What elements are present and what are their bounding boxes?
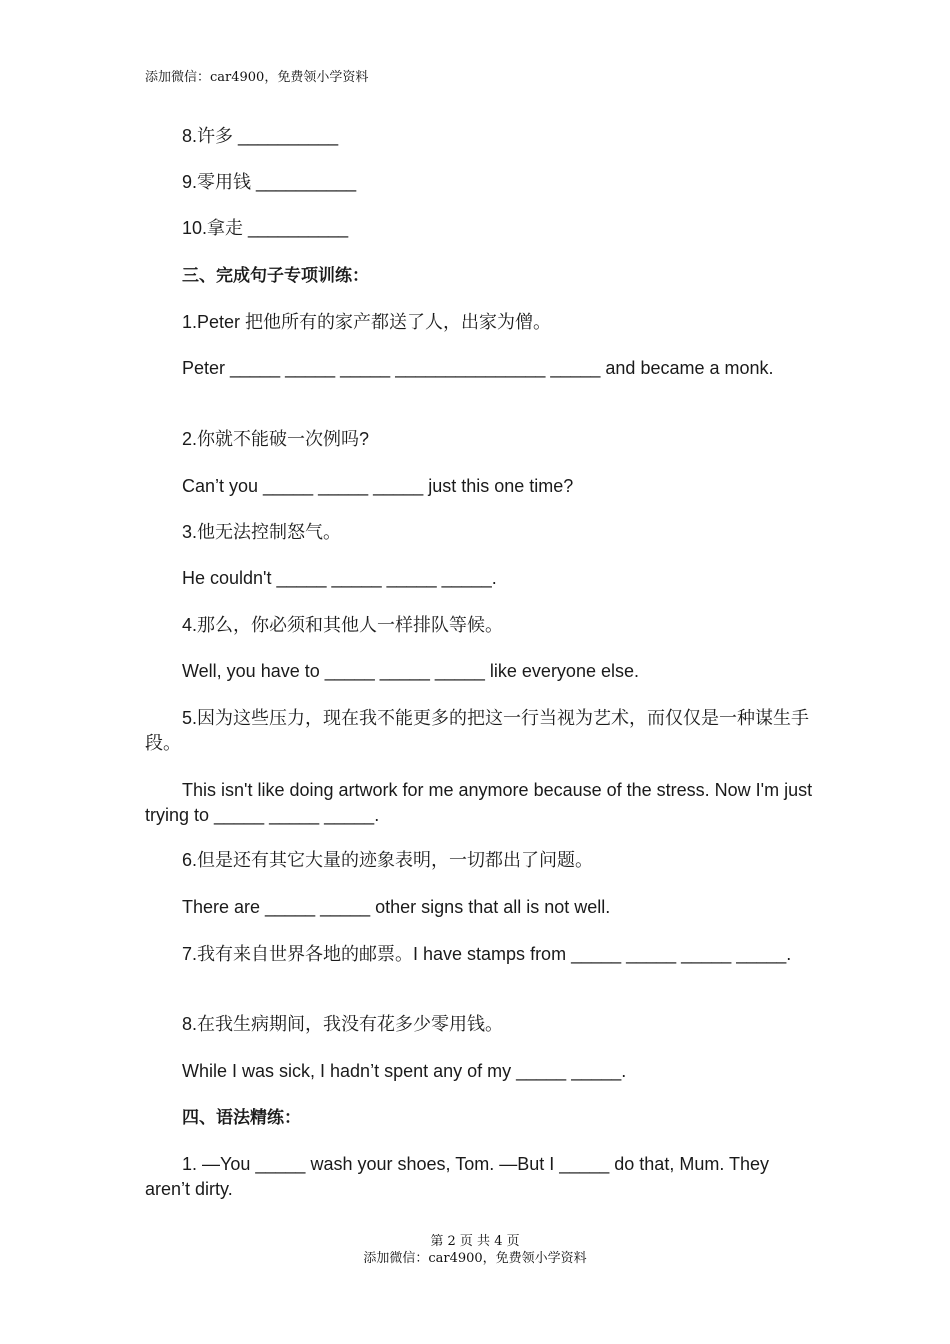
sentence-en: Well, you have to _____ _____ _____ like everyone else.	[182, 661, 639, 681]
sentence-en: He couldn't _____ _____ _____ _____.	[182, 568, 497, 588]
vocab-item: 8.许多 __________	[182, 126, 339, 146]
sentence-cn: 8.在我生病期间，我没有花多少零用钱。	[182, 1014, 504, 1034]
sentence-en: This isn't like doing artwork for me anymore because of the stress. Now I'm just trying to _____ _____ _____.	[145, 780, 813, 825]
sentence-cn: 6.但是还有其它大量的迹象表明，一切都出了问题。	[182, 850, 594, 870]
sentence-en: There are _____ _____ other signs that all is not well.	[182, 897, 611, 917]
vocab-item: 9.零用钱 __________	[182, 172, 357, 192]
sentence-en: Can’t you _____ _____ _____ just this one time?	[182, 476, 574, 496]
sentence-cn: 4.那么，你必须和其他人一样排队等候。	[182, 615, 504, 635]
page-number: 第 2 页 共 4 页	[430, 1234, 520, 1249]
sentence-cn: 5.因为这些压力，现在我不能更多的把这一行当视为艺术，而仅仅是一种谋生手段。	[145, 708, 810, 753]
sentence-en: Peter _____ _____ _____ _______________ _____ and became a monk.	[182, 358, 774, 378]
header-watermark: 添加微信：car4900，免费领小学资料	[145, 70, 369, 85]
sentence-cn: 2.你就不能破一次例吗?	[182, 429, 370, 449]
sentence-cn: 3.他无法控制怒气。	[182, 522, 342, 542]
grammar-item: 1. —You _____ wash your shoes, Tom. —But I _____ do that, Mum. They aren’t dirty.	[145, 1154, 770, 1199]
vocab-item: 10.拿走 __________	[182, 218, 349, 238]
sentence-cn: 1.Peter 把他所有的家产都送了人，出家为僧。	[182, 312, 552, 332]
footer-watermark: 添加微信：car4900，免费领小学资料	[363, 1251, 587, 1266]
sentence-cn: 7.我有来自世界各地的邮票。I have stamps from _____ _____ _____ _____.	[182, 944, 792, 964]
sentence-en: While I was sick, I hadn’t spent any of my _____ _____.	[182, 1061, 627, 1081]
section3-title: 三、完成句子专项训练：	[182, 266, 369, 286]
section4-title: 四、语法精练：	[182, 1108, 301, 1128]
